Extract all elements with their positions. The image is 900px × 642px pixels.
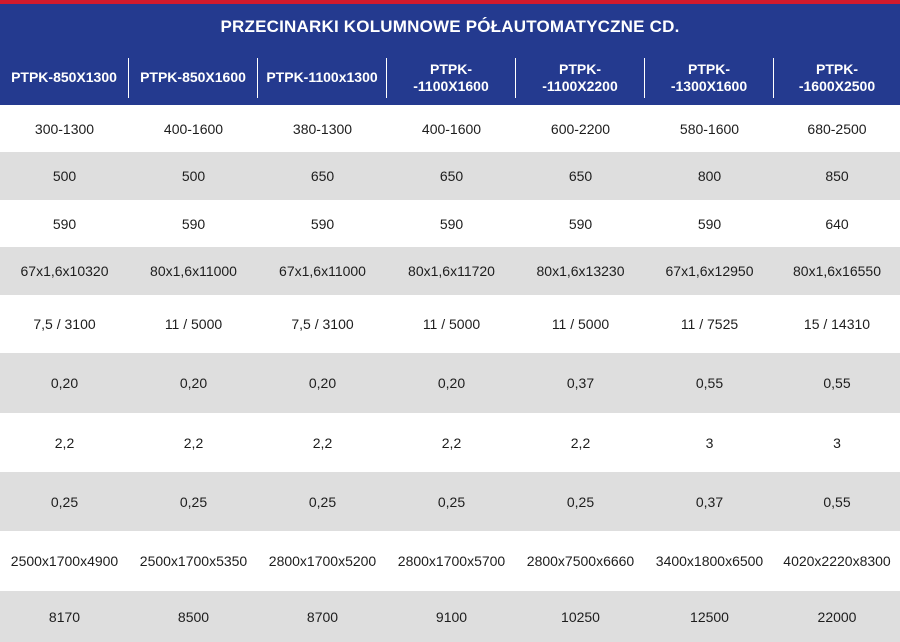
- table-cell: 2,2: [570, 434, 591, 451]
- table-cell: 0,25: [308, 493, 337, 510]
- table-cell: 11 / 5000: [164, 316, 223, 332]
- table-cell: 2500x1700x5350: [139, 553, 248, 569]
- table-cell: 590: [568, 215, 593, 232]
- table-cell: 3: [705, 434, 714, 451]
- table-cell: 590: [181, 215, 206, 232]
- model-header-7: PTPK- -1600X2500: [798, 61, 876, 94]
- table-cell: 590: [697, 215, 722, 232]
- table-cell: 640: [825, 215, 849, 232]
- table-cell: 500: [181, 168, 206, 184]
- table-cell: 650: [439, 168, 464, 184]
- table-cell: 8500: [177, 608, 210, 625]
- table-cell: 9100: [435, 608, 468, 625]
- table-cell: 600-2200: [550, 120, 611, 137]
- table-cell: 2,2: [183, 434, 204, 451]
- model-header-row: [0, 50, 900, 105]
- table-cell: 11 / 5000: [422, 316, 481, 332]
- table-row: [0, 413, 900, 472]
- table-cell: 22000: [817, 608, 857, 625]
- table-row: [0, 531, 900, 591]
- table-cell: 3: [833, 434, 841, 451]
- table-cell: 3400x1800x6500: [655, 553, 764, 569]
- table-cell: 650: [310, 168, 335, 184]
- table-cell: 580-1600: [679, 120, 740, 137]
- table-cell: 590: [52, 215, 77, 232]
- table-cell: 7,5 / 3100: [291, 316, 354, 332]
- table-cell: 2800x1700x5200: [268, 553, 377, 569]
- table-cell: 0,25: [566, 493, 595, 510]
- table-cell: 650: [568, 168, 593, 184]
- model-header-6: PTPK- -1300X1600: [645, 58, 774, 98]
- table-cell: 590: [310, 215, 335, 232]
- table-cell: 12500: [690, 608, 729, 625]
- table-row: [0, 591, 900, 642]
- table-cell: 80x1,6x11000: [150, 263, 237, 279]
- table-cell: 8700: [306, 608, 339, 625]
- table-cell: 2,2: [54, 434, 75, 451]
- table-cell: 0,55: [823, 493, 851, 510]
- table-cell: 67x1,6x12950: [665, 263, 754, 279]
- table-row: [0, 152, 900, 200]
- table-cell: 680-2500: [807, 120, 867, 137]
- table-cell: 0,20: [50, 375, 79, 391]
- table-cell: 0,25: [179, 493, 208, 510]
- table-cell: 7,5 / 3100: [33, 316, 96, 332]
- table-cell: 850: [825, 168, 849, 184]
- table-cell: 0,20: [437, 375, 466, 391]
- table-cell: 80x1,6x16550: [793, 263, 881, 279]
- table-cell: 0,37: [695, 493, 724, 510]
- model-header-2: PTPK-850X1600: [129, 58, 258, 98]
- table-cell: 0,25: [437, 493, 466, 510]
- model-header-1: PTPK-850X1300: [0, 58, 129, 98]
- table-cell: 67x1,6x10320: [20, 263, 109, 279]
- table-cell: 0,55: [823, 375, 851, 391]
- table-cell: 10250: [561, 608, 600, 625]
- table-cell: 380-1300: [292, 120, 353, 137]
- table-cell: 0,20: [179, 375, 208, 391]
- table-cell: 2500x1700x4900: [10, 553, 119, 569]
- table-cell: 0,55: [695, 375, 724, 391]
- table-row: [0, 247, 900, 295]
- table-row: [0, 472, 900, 531]
- table-row: [0, 105, 900, 152]
- table-cell: 15 / 14310: [803, 316, 871, 332]
- table-cell: 0,20: [308, 375, 337, 391]
- table-title: PRZECINARKI KOLUMNOWE PÓŁAUTOMATYCZNE CD.: [0, 4, 900, 50]
- table-cell: 80x1,6x13230: [536, 263, 625, 279]
- model-header-4: PTPK- -1100X1600: [387, 58, 516, 98]
- table-row: [0, 295, 900, 353]
- table-cell: 800: [697, 168, 722, 184]
- table-cell: 0,37: [566, 375, 595, 391]
- table-cell: 11 / 5000: [551, 316, 610, 332]
- spec-table-body: [0, 105, 900, 642]
- table-cell: 500: [52, 168, 77, 184]
- table-cell: 400-1600: [421, 120, 482, 137]
- table-cell: 2,2: [441, 434, 462, 451]
- table-cell: 2800x7500x6660: [526, 553, 635, 569]
- table-cell: 400-1600: [163, 120, 224, 137]
- table-cell: 8170: [48, 608, 81, 625]
- table-cell: 0,25: [50, 493, 79, 510]
- table-cell: 2,2: [312, 434, 333, 451]
- table-cell: 67x1,6x11000: [279, 263, 366, 279]
- table-row: [0, 353, 900, 413]
- model-header-3: PTPK-1100x1300: [258, 58, 387, 98]
- model-header-5: PTPK- -1100X2200: [516, 58, 645, 98]
- table-row: [0, 200, 900, 247]
- table-cell: 4020x2220x8300: [783, 553, 891, 569]
- table-cell: 11 / 7525: [680, 316, 739, 332]
- table-cell: 2800x1700x5700: [397, 553, 506, 569]
- table-cell: 300-1300: [34, 120, 95, 137]
- table-cell: 590: [439, 215, 464, 232]
- table-cell: 80x1,6x11720: [408, 263, 495, 279]
